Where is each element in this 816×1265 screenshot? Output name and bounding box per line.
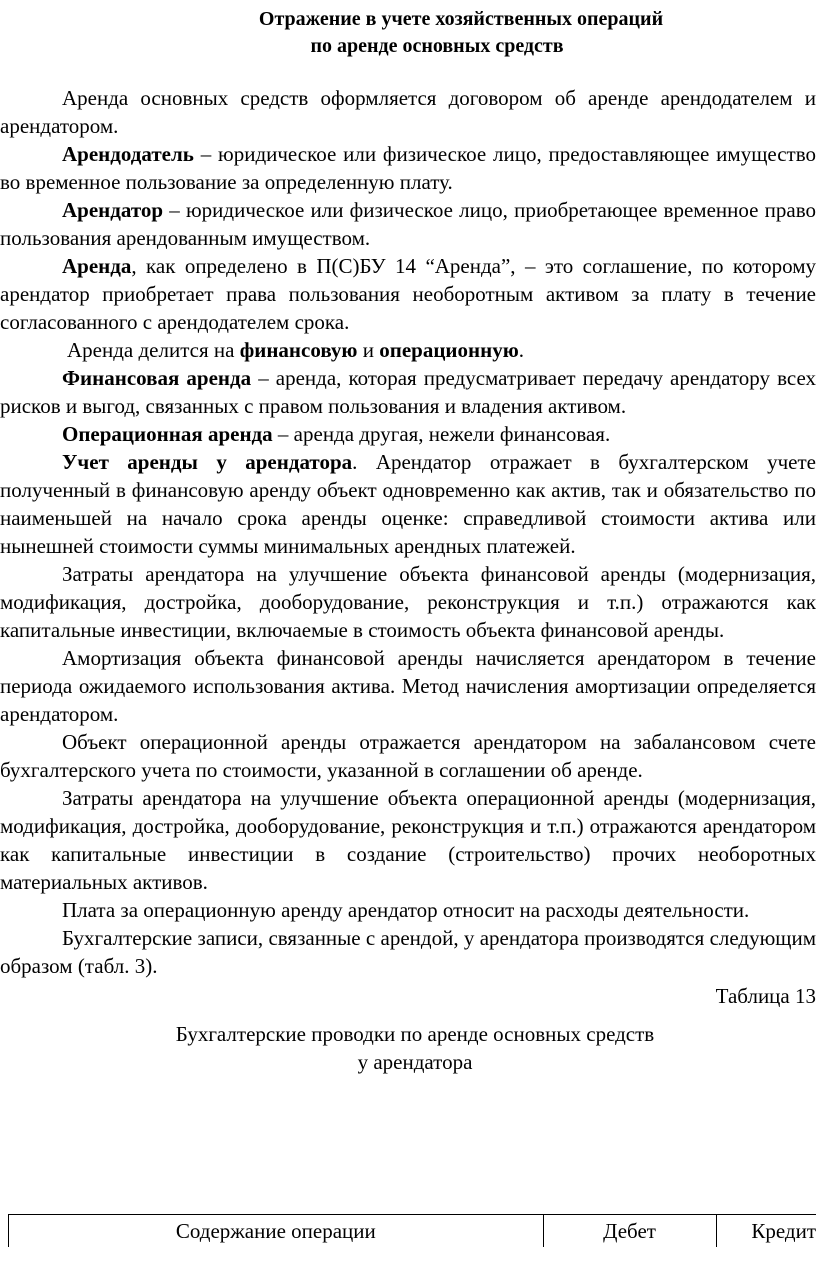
table-number: Таблица 13	[715, 984, 816, 1008]
paragraph-text: Бухгалтерские записи, связанные с арендой, у арендатора производятся следующим образом (табл. 3).	[0, 926, 816, 978]
title-line-1: Отражение в учете хозяйственных операций	[258, 8, 664, 30]
paragraph-text: Аренда делится на	[67, 338, 240, 362]
paragraph	[0, 560, 816, 644]
header-debit: Дебет	[543, 1215, 716, 1248]
paragraph	[0, 784, 816, 896]
paragraph	[0, 196, 816, 252]
paragraph-text: и	[357, 338, 380, 362]
paragraph-text: Аренда основных средств оформляется договором об аренде арендодателем и арендатором.	[0, 86, 816, 138]
title-line-2: по аренде основных средств	[310, 35, 564, 57]
paragraph-text: Затраты арендатора на улучшение объекта финансовой аренды (модернизация, модификация, достройка, дооборудование, реконструкция и т.п.) отражаются как капитальные инвестиции, включаемые в стоимость объекта финансовой аренды.	[0, 562, 816, 642]
paragraph-text: – юридическое или физическое лицо, приобретающее временное право пользования арендованным имуществом.	[0, 198, 816, 250]
paragraph-text: – аренда другая, нежели финансовая.	[272, 422, 611, 446]
caption-line-1: Бухгалтерские проводки по аренде основных средств	[175, 1022, 655, 1046]
document-title	[0, 6, 816, 60]
paragraph	[0, 728, 816, 784]
paragraph-text: – аренда, которая предусматривает передачу арендатору всех рисков и выгод, связанных с правом пользования и владения активом.	[0, 366, 816, 418]
paragraph	[0, 84, 816, 140]
paragraph	[0, 364, 816, 420]
paragraph	[0, 896, 816, 924]
term-lessee-accounting: Учет аренды у арендатора	[62, 450, 353, 474]
paragraph	[0, 252, 816, 336]
paragraph-text: .	[518, 338, 525, 362]
term-operational-lease: Операционная аренда	[62, 422, 273, 446]
paragraph-text: Амортизация объекта финансовой аренды начисляется арендатором в течение периода ожидаемого использования актива. Метод начисления амортизации определяется арендатором.	[0, 646, 816, 726]
term-lease: Аренда	[62, 254, 132, 278]
paragraph-text: Затраты арендатора на улучшение объекта операционной аренды (модернизация, модификация, достройка, дооборудование, реконструкция и т.п.) отражаются арендатором как капитальные инвестиции в создание (строительство) прочих необоротных материальных активов.	[0, 786, 816, 894]
paragraph	[0, 924, 816, 980]
caption-line-2: у арендатора	[357, 1050, 473, 1074]
paragraph-text: . Арендатор отражает в бухгалтерском учете полученный в финансовую аренду объект одновременно как актив, так и обязательство по наименьшей на начало срока аренды оценке: справедливой стоимости актива или нынешней стоимости суммы минимальных арендных платежей.	[0, 450, 816, 558]
paragraph-text: , как определено в П(С)БУ 14 “Аренда”, – это соглашение, по которому арендатор приобретает права пользования необоротным активом за плату в течение согласованного с арендодателем срока.	[0, 254, 816, 334]
paragraph	[0, 420, 816, 448]
header-credit: Кредит	[716, 1215, 816, 1248]
table-caption	[0, 1020, 816, 1076]
paragraph-text: Объект операционной аренды отражается арендатором на забалансовом счете бухгалтерского учета по стоимости, указанной в соглашении об аренде.	[0, 730, 816, 782]
term-financial-lease: Финансовая аренда	[62, 366, 252, 390]
paragraph	[0, 140, 816, 196]
paragraph	[0, 336, 816, 364]
term-lessee: Арендатор	[62, 198, 164, 222]
table-header-row	[9, 1215, 816, 1248]
paragraph-text: Плата за операционную аренду арендатор относит на расходы деятельности.	[62, 898, 750, 922]
term-financial: финансовую	[239, 338, 358, 362]
document-body	[0, 84, 816, 1076]
term-lessor: Арендодатель	[62, 142, 194, 166]
header-operation: Содержание операции	[9, 1215, 544, 1248]
term-operational: операционную	[379, 338, 519, 362]
postings-table	[8, 1214, 816, 1247]
paragraph	[0, 448, 816, 560]
paragraph	[0, 644, 816, 728]
paragraph-text: – юридическое или физическое лицо, предоставляющее имущество во временное пользование за определенную плату.	[0, 142, 816, 194]
